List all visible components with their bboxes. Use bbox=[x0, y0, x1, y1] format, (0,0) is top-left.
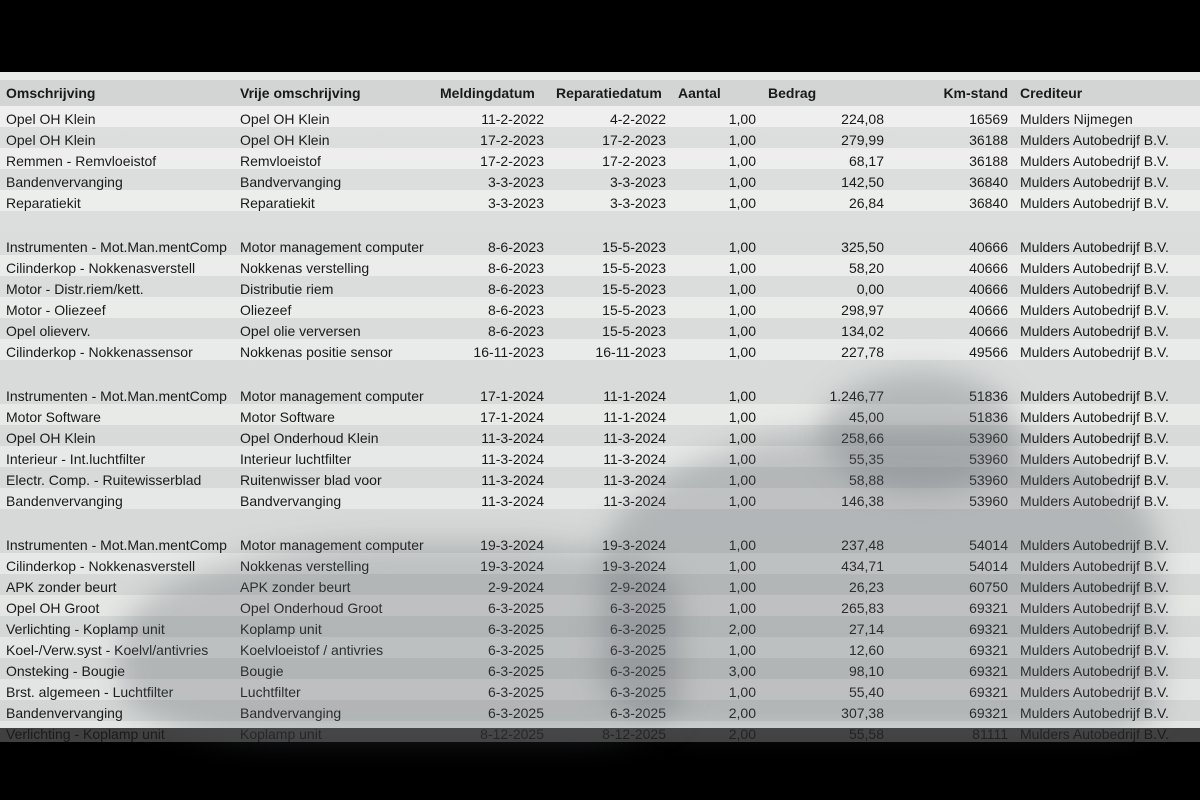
bedrag-cell: 258,66 bbox=[762, 425, 890, 446]
header-bedrag: Bedrag bbox=[762, 80, 890, 106]
omschrijving-cell: Remmen - Remvloeistof bbox=[0, 148, 234, 169]
vrije-omschrijving-cell: Reparatiekit bbox=[234, 190, 434, 211]
aantal-cell: 1,00 bbox=[672, 509, 762, 553]
table-row bbox=[0, 360, 1200, 404]
omschrijving-cell: APK zonder beurt bbox=[0, 574, 234, 595]
km-stand-cell: 49566 bbox=[890, 339, 1014, 360]
table-row bbox=[0, 106, 1200, 127]
meldingdatum-cell: 11-3-2024 bbox=[434, 425, 550, 446]
meldingdatum-cell: 3-3-2023 bbox=[434, 190, 550, 211]
table-body bbox=[0, 106, 1200, 742]
crediteur-cell: Mulders Autobedrijf B.V. bbox=[1014, 404, 1200, 425]
meldingdatum-cell: 17-1-2024 bbox=[434, 404, 550, 425]
omschrijving-cell: Brst. algemeen - Luchtfilter bbox=[0, 679, 234, 700]
km-stand-cell: 51836 bbox=[890, 360, 1014, 404]
vrije-omschrijving-cell: Koplamp unit bbox=[234, 616, 434, 637]
omschrijving-cell: Electr. Comp. - Ruitewisserblad bbox=[0, 467, 234, 488]
aantal-cell: 2,00 bbox=[672, 721, 762, 742]
km-stand-cell: 36188 bbox=[890, 148, 1014, 169]
reparatiedatum-cell: 3-3-2023 bbox=[550, 169, 672, 190]
omschrijving-cell: Verlichting - Koplamp unit bbox=[0, 721, 234, 742]
km-stand-cell: 51836 bbox=[890, 404, 1014, 425]
reparatiedatum-cell: 11-3-2024 bbox=[550, 425, 672, 446]
crediteur-cell: Mulders Autobedrijf B.V. bbox=[1014, 255, 1200, 276]
km-stand-cell: 69321 bbox=[890, 700, 1014, 721]
meldingdatum-cell: 6-3-2025 bbox=[434, 700, 550, 721]
table-row bbox=[0, 616, 1200, 637]
reparatiedatum-cell: 2-9-2024 bbox=[550, 574, 672, 595]
header-omschrijving: Omschrijving bbox=[0, 80, 234, 106]
meldingdatum-cell: 17-1-2024 bbox=[434, 360, 550, 404]
vrije-omschrijving-cell: Opel OH Klein bbox=[234, 127, 434, 148]
meldingdatum-cell: 17-2-2023 bbox=[434, 148, 550, 169]
km-stand-cell: 69321 bbox=[890, 616, 1014, 637]
omschrijving-cell: Opel OH Klein bbox=[0, 425, 234, 446]
table-row bbox=[0, 467, 1200, 488]
bedrag-cell: 55,58 bbox=[762, 721, 890, 742]
crediteur-cell: Mulders Autobedrijf B.V. bbox=[1014, 190, 1200, 211]
aantal-cell: 2,00 bbox=[672, 700, 762, 721]
bedrag-cell: 224,08 bbox=[762, 106, 890, 127]
vrije-omschrijving-cell: Ruitenwisser blad voor bbox=[234, 467, 434, 488]
km-stand-cell: 69321 bbox=[890, 637, 1014, 658]
aantal-cell: 1,00 bbox=[672, 297, 762, 318]
bedrag-cell: 1.246,77 bbox=[762, 360, 890, 404]
meldingdatum-cell: 8-6-2023 bbox=[434, 255, 550, 276]
table-row bbox=[0, 658, 1200, 679]
crediteur-cell: Mulders Autobedrijf B.V. bbox=[1014, 658, 1200, 679]
meldingdatum-cell: 8-6-2023 bbox=[434, 211, 550, 255]
vrije-omschrijving-cell: Bougie bbox=[234, 658, 434, 679]
bedrag-cell: 265,83 bbox=[762, 595, 890, 616]
bedrag-cell: 298,97 bbox=[762, 297, 890, 318]
bedrag-cell: 45,00 bbox=[762, 404, 890, 425]
omschrijving-cell: Instrumenten - Mot.Man.mentComp bbox=[0, 509, 234, 553]
table-row bbox=[0, 700, 1200, 721]
table-row bbox=[0, 255, 1200, 276]
km-stand-cell: 54014 bbox=[890, 553, 1014, 574]
vrije-omschrijving-cell: Bandvervanging bbox=[234, 700, 434, 721]
km-stand-cell: 53960 bbox=[890, 467, 1014, 488]
reparatiedatum-cell: 6-3-2025 bbox=[550, 700, 672, 721]
table-row bbox=[0, 574, 1200, 595]
km-stand-cell: 36840 bbox=[890, 190, 1014, 211]
vrije-omschrijving-cell: Distributie riem bbox=[234, 276, 434, 297]
omschrijving-cell: Interieur - Int.luchtfilter bbox=[0, 446, 234, 467]
aantal-cell: 1,00 bbox=[672, 488, 762, 509]
omschrijving-cell: Bandenvervanging bbox=[0, 700, 234, 721]
meldingdatum-cell: 2-9-2024 bbox=[434, 574, 550, 595]
km-stand-cell: 40666 bbox=[890, 318, 1014, 339]
reparatiedatum-cell: 6-3-2025 bbox=[550, 658, 672, 679]
table-row bbox=[0, 721, 1200, 742]
crediteur-cell: Mulders Autobedrijf B.V. bbox=[1014, 148, 1200, 169]
km-stand-cell: 60750 bbox=[890, 574, 1014, 595]
vrije-omschrijving-cell: Motor management computer bbox=[234, 360, 434, 404]
meldingdatum-cell: 11-3-2024 bbox=[434, 467, 550, 488]
meldingdatum-cell: 19-3-2024 bbox=[434, 553, 550, 574]
meldingdatum-cell: 6-3-2025 bbox=[434, 616, 550, 637]
omschrijving-cell: Motor Software bbox=[0, 404, 234, 425]
crediteur-cell: Mulders Autobedrijf B.V. bbox=[1014, 553, 1200, 574]
aantal-cell: 1,00 bbox=[672, 446, 762, 467]
vrije-omschrijving-cell: Motor Software bbox=[234, 404, 434, 425]
aantal-cell: 1,00 bbox=[672, 404, 762, 425]
aantal-cell: 1,00 bbox=[672, 255, 762, 276]
crediteur-cell: Mulders Autobedrijf B.V. bbox=[1014, 425, 1200, 446]
vrije-omschrijving-cell: Oliezeef bbox=[234, 297, 434, 318]
meldingdatum-cell: 6-3-2025 bbox=[434, 658, 550, 679]
bedrag-cell: 55,35 bbox=[762, 446, 890, 467]
omschrijving-cell: Verlichting - Koplamp unit bbox=[0, 616, 234, 637]
crediteur-cell: Mulders Autobedrijf B.V. bbox=[1014, 446, 1200, 467]
crediteur-cell: Mulders Autobedrijf B.V. bbox=[1014, 700, 1200, 721]
km-stand-cell: 53960 bbox=[890, 425, 1014, 446]
header-vrije-omschrijving: Vrije omschrijving bbox=[234, 80, 434, 106]
table-row bbox=[0, 148, 1200, 169]
omschrijving-cell: Opel olieverv. bbox=[0, 318, 234, 339]
km-stand-cell: 54014 bbox=[890, 509, 1014, 553]
bedrag-cell: 0,00 bbox=[762, 276, 890, 297]
omschrijving-cell: Bandenvervanging bbox=[0, 488, 234, 509]
vrije-omschrijving-cell: Bandvervanging bbox=[234, 488, 434, 509]
vrije-omschrijving-cell: Opel olie verversen bbox=[234, 318, 434, 339]
omschrijving-cell: Opel OH Klein bbox=[0, 127, 234, 148]
crediteur-cell: Mulders Autobedrijf B.V. bbox=[1014, 318, 1200, 339]
bedrag-cell: 68,17 bbox=[762, 148, 890, 169]
reparatiedatum-cell: 4-2-2022 bbox=[550, 106, 672, 127]
table-row bbox=[0, 339, 1200, 360]
bedrag-cell: 142,50 bbox=[762, 169, 890, 190]
aantal-cell: 1,00 bbox=[672, 637, 762, 658]
bedrag-cell: 227,78 bbox=[762, 339, 890, 360]
table-row bbox=[0, 637, 1200, 658]
crediteur-cell: Mulders Autobedrijf B.V. bbox=[1014, 574, 1200, 595]
bedrag-cell: 26,84 bbox=[762, 190, 890, 211]
omschrijving-cell: Opel OH Klein bbox=[0, 106, 234, 127]
table-row bbox=[0, 169, 1200, 190]
printed-paper bbox=[0, 72, 1200, 742]
omschrijving-cell: Instrumenten - Mot.Man.mentComp bbox=[0, 360, 234, 404]
aantal-cell: 1,00 bbox=[672, 127, 762, 148]
crediteur-cell: Mulders Autobedrijf B.V. bbox=[1014, 297, 1200, 318]
bedrag-cell: 12,60 bbox=[762, 637, 890, 658]
table-row bbox=[0, 509, 1200, 553]
reparatiedatum-cell: 6-3-2025 bbox=[550, 679, 672, 700]
crediteur-cell: Mulders Autobedrijf B.V. bbox=[1014, 679, 1200, 700]
meldingdatum-cell: 8-6-2023 bbox=[434, 276, 550, 297]
aantal-cell: 1,00 bbox=[672, 425, 762, 446]
meldingdatum-cell: 8-6-2023 bbox=[434, 297, 550, 318]
aantal-cell: 1,00 bbox=[672, 169, 762, 190]
reparatiedatum-cell: 11-3-2024 bbox=[550, 488, 672, 509]
vrije-omschrijving-cell: Koelvloeistof / antivries bbox=[234, 637, 434, 658]
aantal-cell: 1,00 bbox=[672, 276, 762, 297]
meldingdatum-cell: 16-11-2023 bbox=[434, 339, 550, 360]
vrije-omschrijving-cell: Opel OH Klein bbox=[234, 106, 434, 127]
bedrag-cell: 146,38 bbox=[762, 488, 890, 509]
table-row bbox=[0, 276, 1200, 297]
bedrag-cell: 26,23 bbox=[762, 574, 890, 595]
aantal-cell: 1,00 bbox=[672, 339, 762, 360]
bedrag-cell: 237,48 bbox=[762, 509, 890, 553]
reparatiedatum-cell: 15-5-2023 bbox=[550, 276, 672, 297]
table-row bbox=[0, 404, 1200, 425]
crediteur-cell: Mulders Autobedrijf B.V. bbox=[1014, 509, 1200, 553]
repair-history-table bbox=[0, 80, 1200, 742]
reparatiedatum-cell: 15-5-2023 bbox=[550, 297, 672, 318]
vrije-omschrijving-cell: Bandvervanging bbox=[234, 169, 434, 190]
reparatiedatum-cell: 17-2-2023 bbox=[550, 148, 672, 169]
aantal-cell: 1,00 bbox=[672, 360, 762, 404]
vrije-omschrijving-cell: Luchtfilter bbox=[234, 679, 434, 700]
crediteur-cell: Mulders Autobedrijf B.V. bbox=[1014, 127, 1200, 148]
table-row bbox=[0, 190, 1200, 211]
omschrijving-cell: Onsteking - Bougie bbox=[0, 658, 234, 679]
crediteur-cell: Mulders Autobedrijf B.V. bbox=[1014, 637, 1200, 658]
bedrag-cell: 307,38 bbox=[762, 700, 890, 721]
crediteur-cell: Mulders Autobedrijf B.V. bbox=[1014, 339, 1200, 360]
reparatiedatum-cell: 15-5-2023 bbox=[550, 255, 672, 276]
meldingdatum-cell: 8-12-2025 bbox=[434, 721, 550, 742]
vrije-omschrijving-cell: Motor management computer bbox=[234, 211, 434, 255]
bedrag-cell: 58,20 bbox=[762, 255, 890, 276]
header-aantal: Aantal bbox=[672, 80, 762, 106]
aantal-cell: 2,00 bbox=[672, 616, 762, 637]
meldingdatum-cell: 17-2-2023 bbox=[434, 127, 550, 148]
km-stand-cell: 36840 bbox=[890, 169, 1014, 190]
km-stand-cell: 69321 bbox=[890, 658, 1014, 679]
omschrijving-cell: Bandenvervanging bbox=[0, 169, 234, 190]
km-stand-cell: 53960 bbox=[890, 488, 1014, 509]
vrije-omschrijving-cell: Opel Onderhoud Klein bbox=[234, 425, 434, 446]
bedrag-cell: 434,71 bbox=[762, 553, 890, 574]
km-stand-cell: 16569 bbox=[890, 106, 1014, 127]
aantal-cell: 1,00 bbox=[672, 574, 762, 595]
reparatiedatum-cell: 11-3-2024 bbox=[550, 467, 672, 488]
header-reparatiedatum: Reparatiedatum bbox=[550, 80, 672, 106]
reparatiedatum-cell: 16-11-2023 bbox=[550, 339, 672, 360]
crediteur-cell: Mulders Autobedrijf B.V. bbox=[1014, 595, 1200, 616]
vrije-omschrijving-cell: Koplamp unit bbox=[234, 721, 434, 742]
table-row bbox=[0, 211, 1200, 255]
bedrag-cell: 58,88 bbox=[762, 467, 890, 488]
vrije-omschrijving-cell: Opel Onderhoud Groot bbox=[234, 595, 434, 616]
aantal-cell: 1,00 bbox=[672, 318, 762, 339]
omschrijving-cell: Motor - Distr.riem/kett. bbox=[0, 276, 234, 297]
km-stand-cell: 40666 bbox=[890, 211, 1014, 255]
km-stand-cell: 36188 bbox=[890, 127, 1014, 148]
km-stand-cell: 40666 bbox=[890, 276, 1014, 297]
bedrag-cell: 98,10 bbox=[762, 658, 890, 679]
meldingdatum-cell: 3-3-2023 bbox=[434, 169, 550, 190]
vrije-omschrijving-cell: Nokkenas positie sensor bbox=[234, 339, 434, 360]
meldingdatum-cell: 6-3-2025 bbox=[434, 679, 550, 700]
aantal-cell: 3,00 bbox=[672, 658, 762, 679]
meldingdatum-cell: 8-6-2023 bbox=[434, 318, 550, 339]
omschrijving-cell: Instrumenten - Mot.Man.mentComp bbox=[0, 211, 234, 255]
aantal-cell: 1,00 bbox=[672, 679, 762, 700]
reparatiedatum-cell: 15-5-2023 bbox=[550, 211, 672, 255]
omschrijving-cell: Reparatiekit bbox=[0, 190, 234, 211]
aantal-cell: 1,00 bbox=[672, 190, 762, 211]
aantal-cell: 1,00 bbox=[672, 148, 762, 169]
table-row bbox=[0, 446, 1200, 467]
reparatiedatum-cell: 19-3-2024 bbox=[550, 509, 672, 553]
meldingdatum-cell: 6-3-2025 bbox=[434, 637, 550, 658]
aantal-cell: 1,00 bbox=[672, 211, 762, 255]
reparatiedatum-cell: 11-1-2024 bbox=[550, 360, 672, 404]
bedrag-cell: 27,14 bbox=[762, 616, 890, 637]
aantal-cell: 1,00 bbox=[672, 467, 762, 488]
crediteur-cell: Mulders Autobedrijf B.V. bbox=[1014, 169, 1200, 190]
vrije-omschrijving-cell: Remvloeistof bbox=[234, 148, 434, 169]
reparatiedatum-cell: 15-5-2023 bbox=[550, 318, 672, 339]
vrije-omschrijving-cell: Interieur luchtfilter bbox=[234, 446, 434, 467]
aantal-cell: 1,00 bbox=[672, 553, 762, 574]
km-stand-cell: 69321 bbox=[890, 595, 1014, 616]
km-stand-cell: 40666 bbox=[890, 255, 1014, 276]
reparatiedatum-cell: 6-3-2025 bbox=[550, 616, 672, 637]
omschrijving-cell: Motor - Oliezeef bbox=[0, 297, 234, 318]
vrije-omschrijving-cell: Nokkenas verstelling bbox=[234, 255, 434, 276]
reparatiedatum-cell: 19-3-2024 bbox=[550, 553, 672, 574]
km-stand-cell: 40666 bbox=[890, 297, 1014, 318]
reparatiedatum-cell: 11-3-2024 bbox=[550, 446, 672, 467]
reparatiedatum-cell: 8-12-2025 bbox=[550, 721, 672, 742]
meldingdatum-cell: 11-3-2024 bbox=[434, 446, 550, 467]
table-row bbox=[0, 679, 1200, 700]
reparatiedatum-cell: 6-3-2025 bbox=[550, 637, 672, 658]
crediteur-cell: Mulders Autobedrijf B.V. bbox=[1014, 211, 1200, 255]
omschrijving-cell: Koel-/Verw.syst - Koelvl/antivries bbox=[0, 637, 234, 658]
table-row bbox=[0, 488, 1200, 509]
km-stand-cell: 69321 bbox=[890, 679, 1014, 700]
reparatiedatum-cell: 6-3-2025 bbox=[550, 595, 672, 616]
km-stand-cell: 81111 bbox=[890, 721, 1014, 742]
aantal-cell: 1,00 bbox=[672, 595, 762, 616]
vrije-omschrijving-cell: Nokkenas verstelling bbox=[234, 553, 434, 574]
meldingdatum-cell: 19-3-2024 bbox=[434, 509, 550, 553]
crediteur-cell: Mulders Nijmegen bbox=[1014, 106, 1200, 127]
reparatiedatum-cell: 11-1-2024 bbox=[550, 404, 672, 425]
bedrag-cell: 325,50 bbox=[762, 211, 890, 255]
reparatiedatum-cell: 3-3-2023 bbox=[550, 190, 672, 211]
bedrag-cell: 55,40 bbox=[762, 679, 890, 700]
crediteur-cell: Mulders Autobedrijf B.V. bbox=[1014, 276, 1200, 297]
meldingdatum-cell: 11-3-2024 bbox=[434, 488, 550, 509]
meldingdatum-cell: 6-3-2025 bbox=[434, 595, 550, 616]
header-km-stand: Km-stand bbox=[890, 80, 1014, 106]
aantal-cell: 1,00 bbox=[672, 106, 762, 127]
crediteur-cell: Mulders Autobedrijf B.V. bbox=[1014, 467, 1200, 488]
crediteur-cell: Mulders Autobedrijf B.V. bbox=[1014, 721, 1200, 742]
bedrag-cell: 134,02 bbox=[762, 318, 890, 339]
header-meldingdatum: Meldingdatum bbox=[434, 80, 550, 106]
omschrijving-cell: Cilinderkop - Nokkenasverstell bbox=[0, 553, 234, 574]
omschrijving-cell: Cilinderkop - Nokkenasverstell bbox=[0, 255, 234, 276]
table-row bbox=[0, 553, 1200, 574]
header-crediteur: Crediteur bbox=[1014, 80, 1200, 106]
bedrag-cell: 279,99 bbox=[762, 127, 890, 148]
crediteur-cell: Mulders Autobedrijf B.V. bbox=[1014, 360, 1200, 404]
crediteur-cell: Mulders Autobedrijf B.V. bbox=[1014, 488, 1200, 509]
omschrijving-cell: Opel OH Groot bbox=[0, 595, 234, 616]
table-row bbox=[0, 425, 1200, 446]
table-row bbox=[0, 297, 1200, 318]
km-stand-cell: 53960 bbox=[890, 446, 1014, 467]
reparatiedatum-cell: 17-2-2023 bbox=[550, 127, 672, 148]
crediteur-cell: Mulders Autobedrijf B.V. bbox=[1014, 616, 1200, 637]
table-row bbox=[0, 318, 1200, 339]
omschrijving-cell: Cilinderkop - Nokkenassensor bbox=[0, 339, 234, 360]
vrije-omschrijving-cell: APK zonder beurt bbox=[234, 574, 434, 595]
table-row bbox=[0, 595, 1200, 616]
header-row bbox=[0, 80, 1200, 106]
table-row bbox=[0, 127, 1200, 148]
vrije-omschrijving-cell: Motor management computer bbox=[234, 509, 434, 553]
meldingdatum-cell: 11-2-2022 bbox=[434, 106, 550, 127]
